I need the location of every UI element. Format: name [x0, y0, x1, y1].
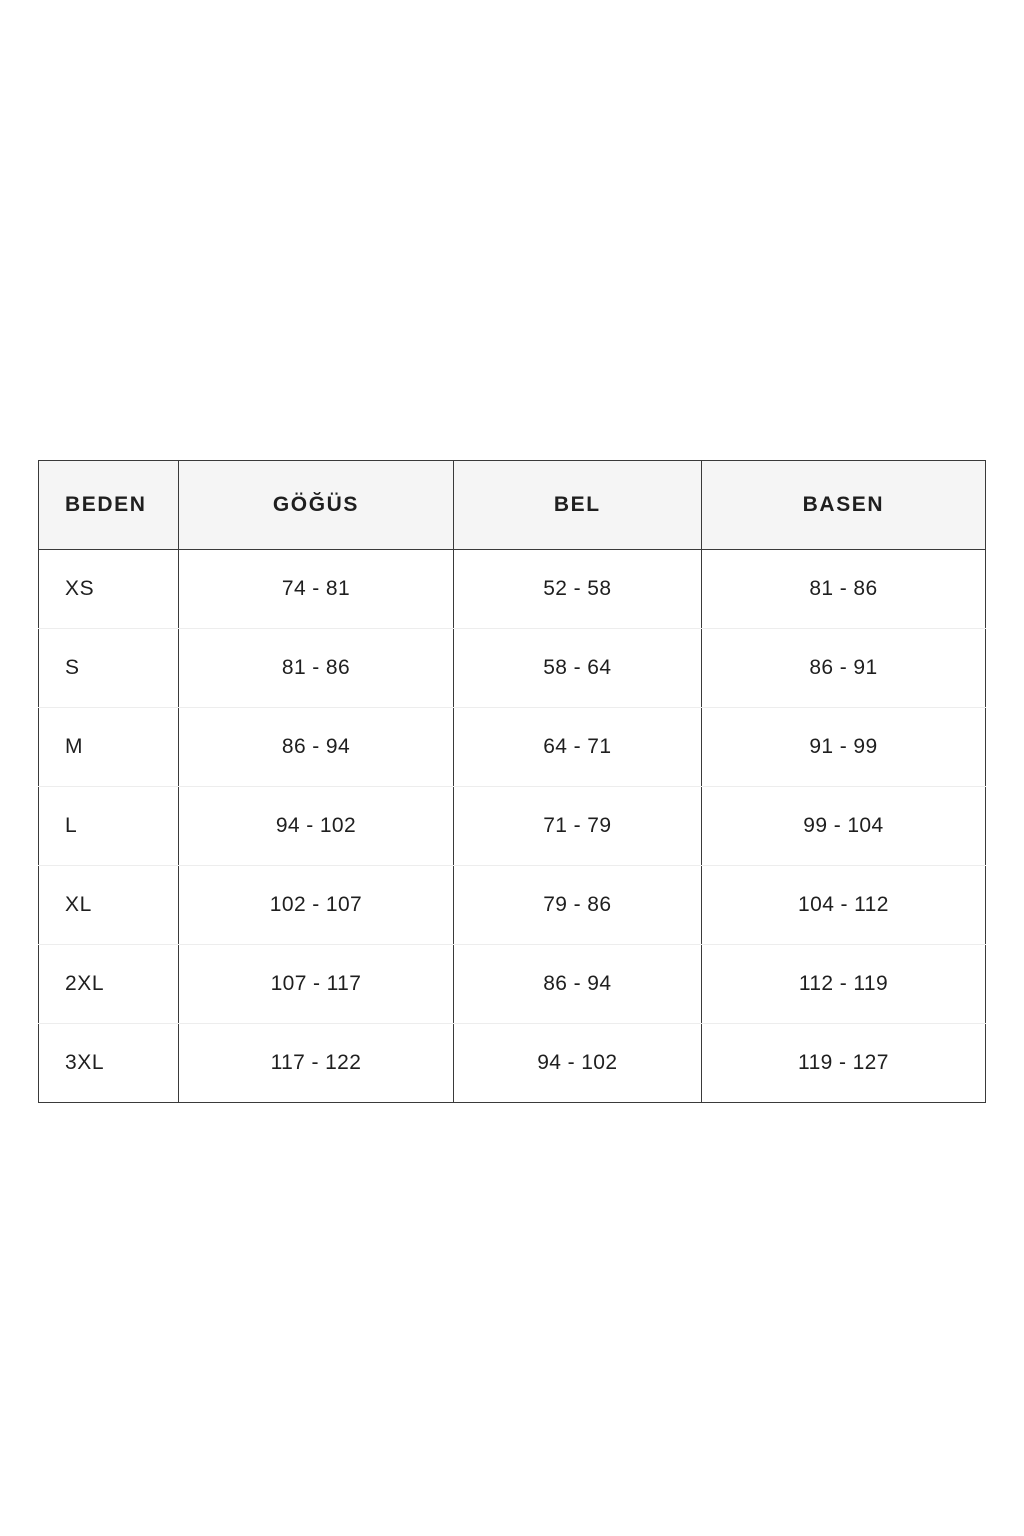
cell-bel: 94 - 102 [453, 1024, 701, 1103]
column-header-gogus: GÖĞÜS [179, 461, 454, 550]
cell-gogus: 107 - 117 [179, 945, 454, 1024]
cell-gogus: 94 - 102 [179, 787, 454, 866]
cell-basen: 86 - 91 [701, 629, 985, 708]
table-row [39, 945, 986, 1024]
cell-basen: 81 - 86 [701, 550, 985, 629]
cell-bel: 58 - 64 [453, 629, 701, 708]
table-header-row [39, 461, 986, 550]
size-chart-container [38, 460, 986, 1103]
cell-basen: 112 - 119 [701, 945, 985, 1024]
cell-basen: 119 - 127 [798, 1051, 889, 1074]
column-header-bel: BEL [453, 461, 701, 550]
cell-basen: 104 - 112 [701, 866, 985, 945]
table-row [39, 708, 986, 787]
cell-gogus: 86 - 94 [179, 708, 454, 787]
cell-bel: 52 - 58 [453, 550, 701, 629]
column-header-basen: BASEN [701, 461, 985, 550]
table-row [39, 550, 986, 629]
cell-bel: 86 - 94 [453, 945, 701, 1024]
table-row [39, 787, 986, 866]
table-row [39, 866, 986, 945]
table-header [39, 461, 986, 550]
cell-bel: 71 - 79 [453, 787, 701, 866]
cell-beden: XL [39, 866, 179, 945]
column-header-beden: BEDEN [39, 461, 179, 550]
table-row [39, 1024, 986, 1103]
cell-beden: 3XL [39, 1024, 179, 1103]
cell-basen: 91 - 99 [701, 708, 985, 787]
cell-beden: M [39, 708, 179, 787]
cell-gogus: 117 - 122 [179, 1024, 454, 1103]
size-chart-table [38, 460, 986, 1103]
cell-gogus: 74 - 81 [179, 550, 454, 629]
table-body [39, 550, 986, 1103]
cell-gogus: 102 - 107 [179, 866, 454, 945]
cell-bel: 79 - 86 [453, 866, 701, 945]
cell-beden: XS [39, 550, 179, 629]
cell-beden: S [39, 629, 179, 708]
cell-gogus: 81 - 86 [179, 629, 454, 708]
cell-beden: 2XL [39, 945, 179, 1024]
cell-beden: L [39, 787, 179, 866]
cell-bel: 64 - 71 [453, 708, 701, 787]
table-row [39, 629, 986, 708]
cell-basen: 99 - 104 [701, 787, 985, 866]
